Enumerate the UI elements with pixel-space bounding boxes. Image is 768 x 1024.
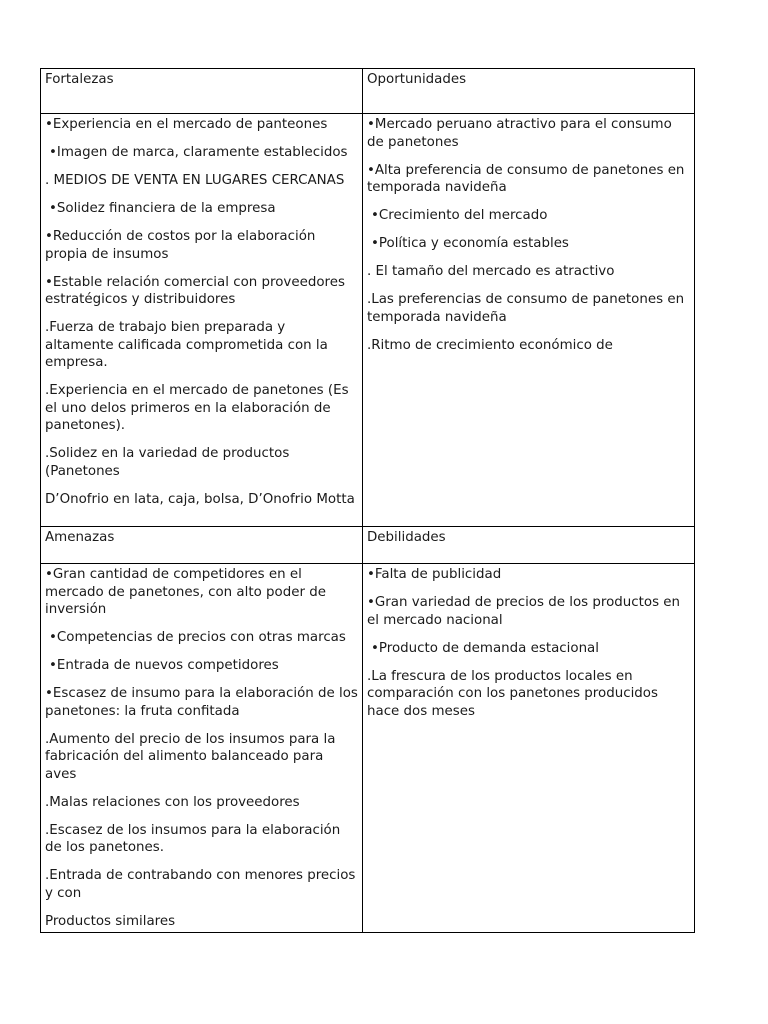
fortaleza-item: •Solidez financiera de la empresa <box>49 201 276 216</box>
amenaza-item: •Gran cantidad de competidores en el mercado de panetones, con alto poder de inversión <box>45 567 326 617</box>
fortalezas-cell <box>41 114 363 527</box>
amenaza-item: •Entrada de nuevos competidores <box>49 658 279 673</box>
fortaleza-item: D’Onofrio en lata, caja, bolsa, D’Onofrio Motta <box>45 491 355 507</box>
fortaleza-item: •Experiencia en el mercado de panteones <box>45 117 328 132</box>
amenaza-item: Productos similares <box>45 913 176 929</box>
oportunidad-item: •Mercado peruano atractivo para el consumo de panetones <box>367 117 672 150</box>
debilidad-item: •Falta de publicidad <box>367 567 502 582</box>
header-fortalezas: Fortalezas <box>41 69 363 114</box>
oportunidad-item: . El tamaño del mercado es atractivo <box>367 264 615 279</box>
fortaleza-item: . MEDIOS DE VENTA EN LUGARES CERCANAS <box>45 173 345 188</box>
header-debilidades: Debilidades <box>363 527 695 564</box>
amenazas-cell <box>41 564 363 933</box>
amenaza-item: •Competencias de precios con otras marcas <box>49 630 346 645</box>
fortaleza-item: •Imagen de marca, claramente establecidos <box>49 145 348 160</box>
oportunidad-item: •Crecimiento del mercado <box>371 208 548 223</box>
amenaza-item: .Malas relaciones con los proveedores <box>45 794 300 810</box>
fortaleza-item: •Estable relación comercial con proveedores estratégicos y distribuidores <box>45 274 345 307</box>
amenaza-item: .Entrada de contrabando con menores precios y con <box>45 868 356 901</box>
content-row-bottom <box>41 564 695 933</box>
header-row-bottom <box>41 527 695 564</box>
debilidad-item: •Producto de demanda estacional <box>371 640 599 656</box>
oportunidades-cell <box>363 114 695 527</box>
header-row-top <box>41 69 695 114</box>
swot-table <box>40 68 695 933</box>
oportunidad-item: .Las preferencias de consumo de panetones en temporada navideña <box>367 292 685 325</box>
oportunidad-item: •Política y economía estables <box>371 236 569 251</box>
fortaleza-item: •Reducción de costos por la elaboración propia de insumos <box>45 229 316 262</box>
debilidades-cell <box>363 564 695 933</box>
oportunidad-item: .Ritmo de crecimiento económico de <box>367 337 613 353</box>
debilidad-item: .La frescura de los productos locales en comparación con los panetones producidos hace dos meses <box>367 668 658 719</box>
header-amenazas: Amenazas <box>41 527 363 564</box>
amenaza-item: .Aumento del precio de los insumos para la fabricación del alimento balanceado para aves <box>45 731 336 782</box>
fortaleza-item: .Fuerza de trabajo bien preparada y altamente calificada comprometida con la empresa. <box>45 320 328 370</box>
amenaza-item: •Escasez de insumo para la elaboración de los panetones: la fruta confitada <box>45 686 358 719</box>
oportunidad-item: •Alta preferencia de consumo de panetones en temporada navideña <box>367 162 685 195</box>
header-oportunidades: Oportunidades <box>363 69 695 114</box>
content-row-top <box>41 114 695 527</box>
amenaza-item: .Escasez de los insumos para la elaboración de los panetones. <box>45 822 341 855</box>
debilidad-item: •Gran variedad de precios de los productos en el mercado nacional <box>367 595 681 628</box>
fortaleza-item: .Experiencia en el mercado de panetones (Es el uno delos primeros en la elaboración de panetones). <box>45 383 349 433</box>
fortaleza-item: .Solidez en la variedad de productos (Panetones <box>45 446 290 479</box>
